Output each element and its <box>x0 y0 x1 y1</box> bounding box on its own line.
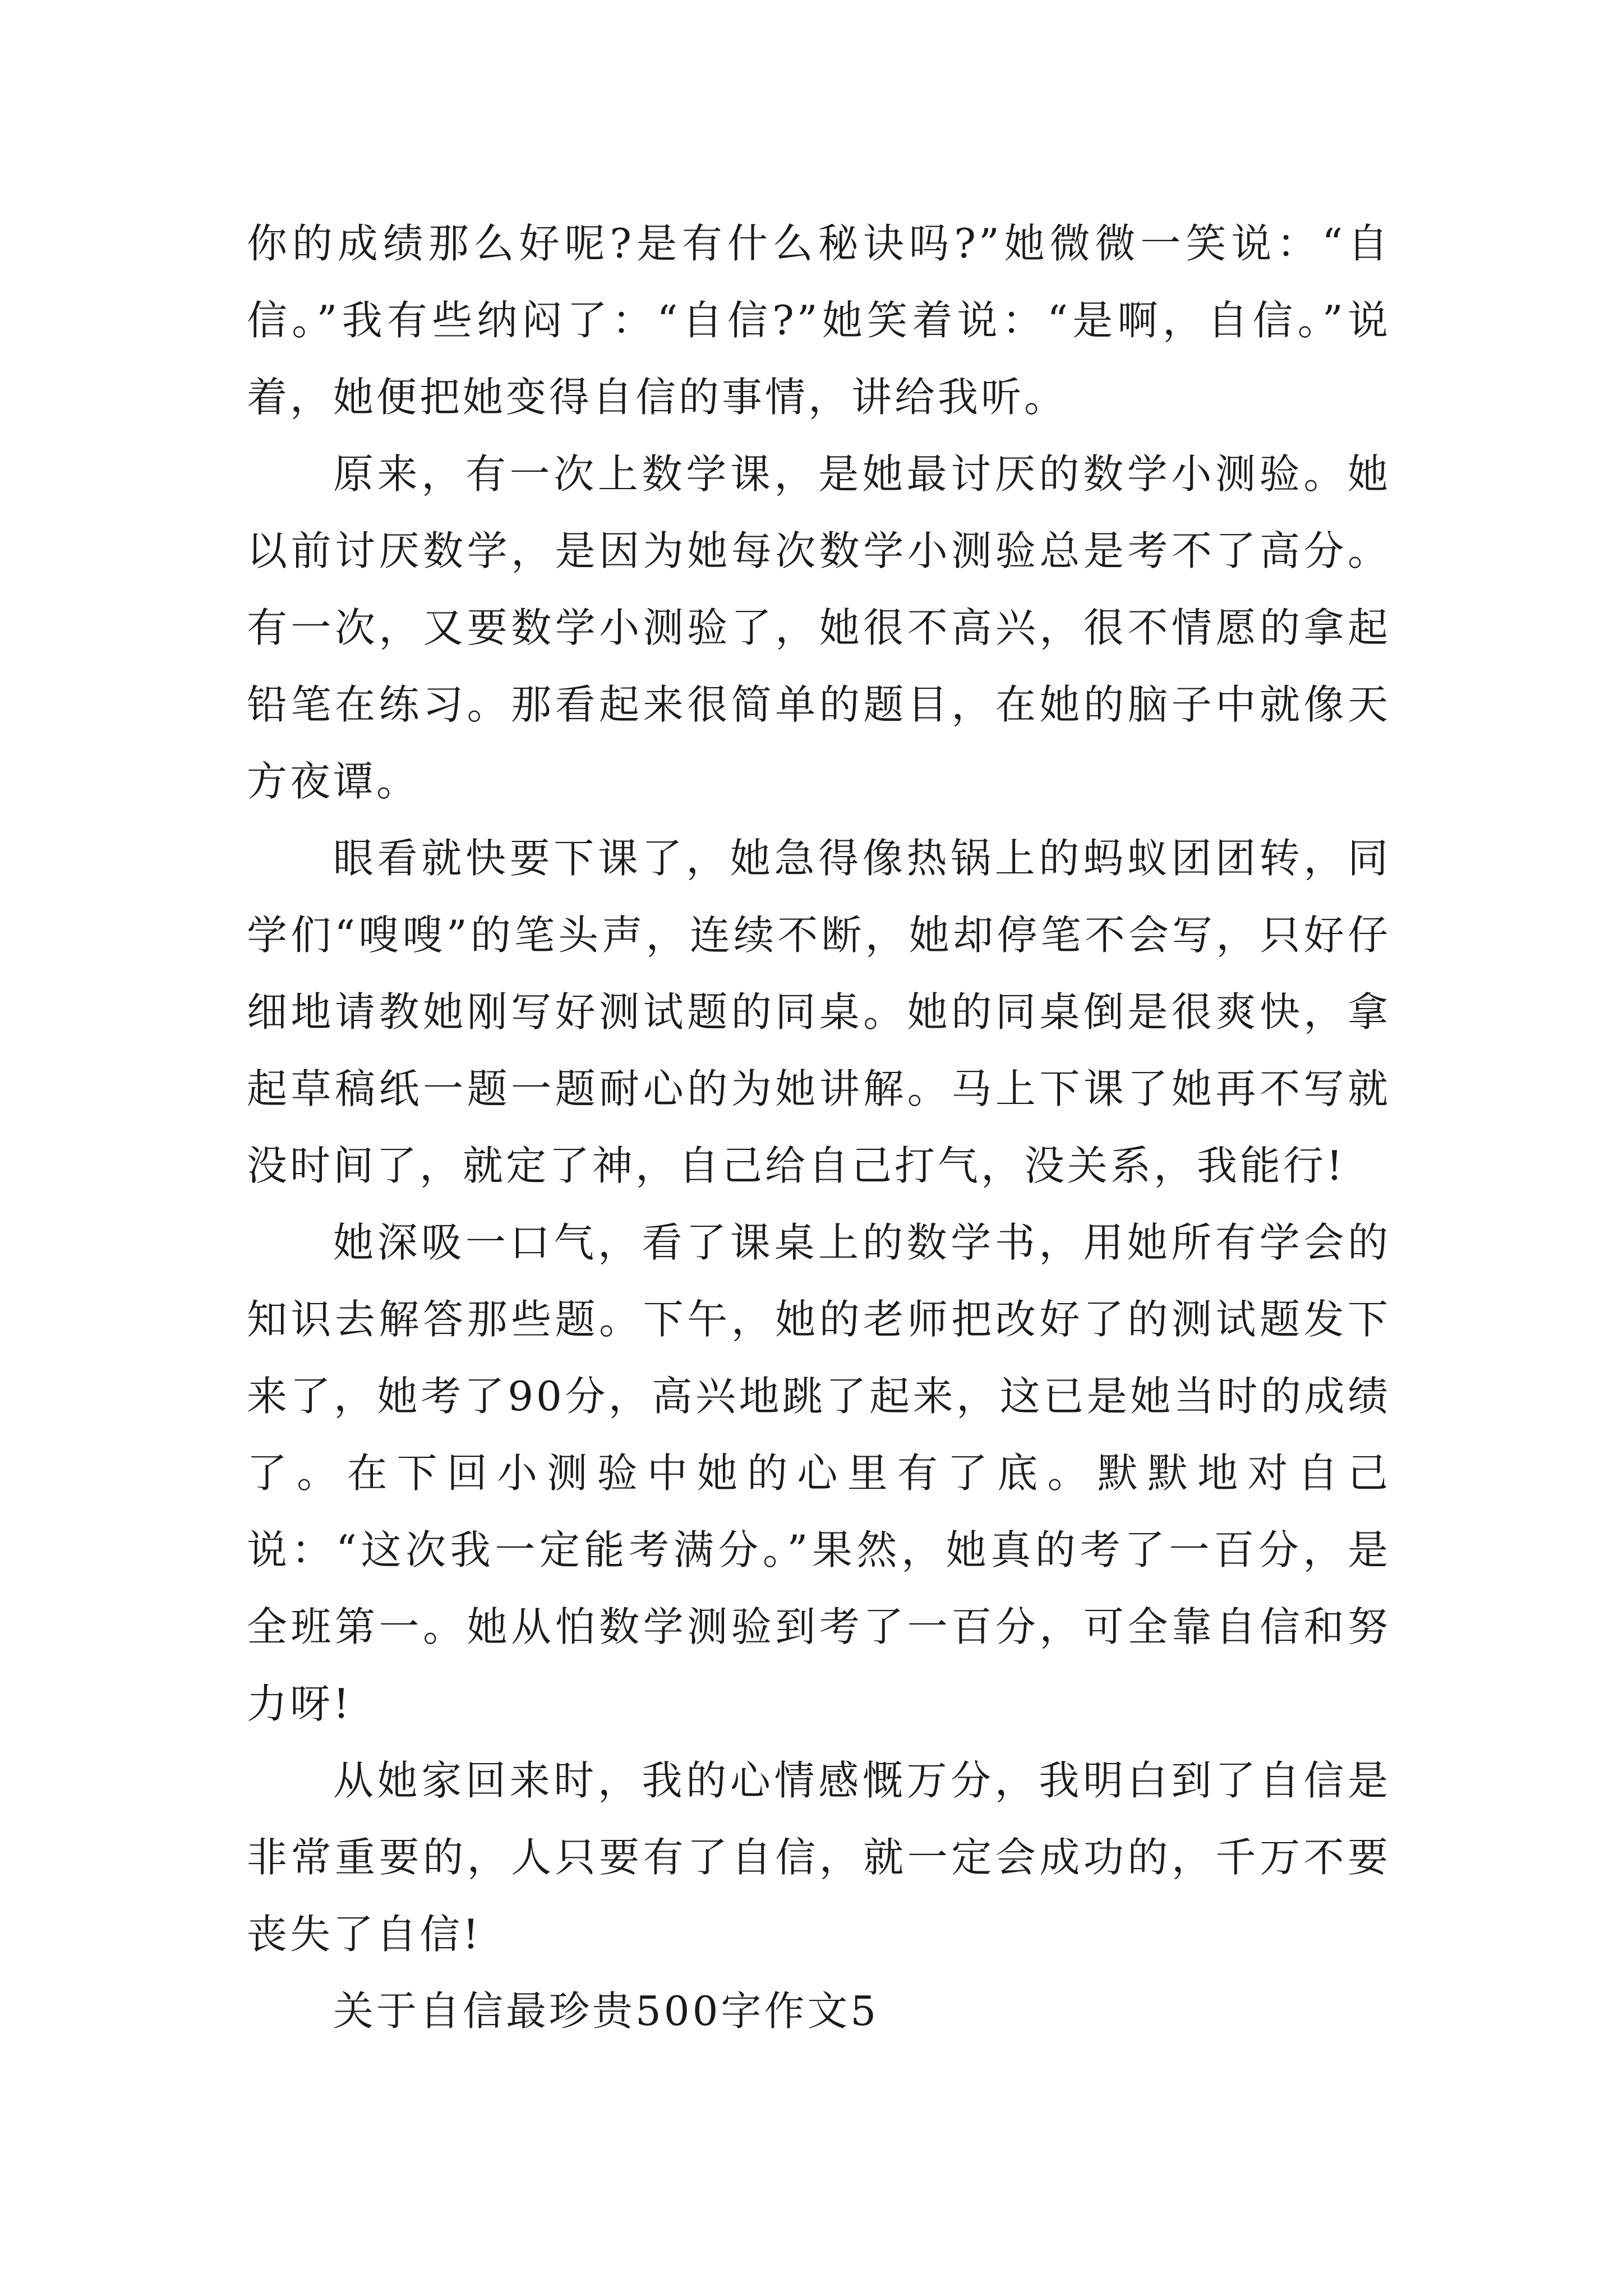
paragraph-end-of-class: 眼看就快要下课了，她急得像热锅上的蚂蚁团团转，同学们“嗖嗖”的笔头声，连续不断，她却停笔不会写，只好仔细地请教她刚写好测试题的同桌。她的同桌倒是很爽快，拿起草稿纸一题一题耐心的为她讲解。马上下课了她再不写就没时间了，就定了神，自己给自己打气，没关系，我能行! <box>247 835 1391 1189</box>
next-essay-heading: 关于自信最珍贵500字作文5 <box>333 1987 879 2035</box>
essay-body <box>247 205 1391 2050</box>
paragraph-math-quiz: 原来，有一次上数学课，是她最讨厌的数学小测验。她以前讨厌数学，是因为她每次数学小测验总是考不了高分。有一次，又要数学小测验了，她很不高兴，很不情愿的拿起铅笔在练习。那看起来很简单的题目，在她的脑子中就像天方夜谭。 <box>247 450 1391 805</box>
paragraph-conclusion: 从她家回来时，我的心情感慨万分，我明白到了自信是非常重要的，人只要有了自信，就一定会成功的，千万不要丧失了自信! <box>247 1757 1391 1958</box>
paragraph-deep-breath: 她深吸一口气，看了课桌上的数学书，用她所有学会的知识去解答那些题。下午，她的老师把改好了的测试题发下来了，她考了90分，高兴地跳了起来，这已是她当时的成绩了。在下回小测验中她的心里有了底。默默地对自己说：“这次我一定能考满分。”果然，她真的考了一百分，是全班第一。她从怕数学测验到考了一百分，可全靠自信和努力呀! <box>247 1219 1391 1727</box>
paragraph-continuation: 你的成绩那么好呢?是有什么秘诀吗?”她微微一笑说：“自信。”我有些纳闷了：“自信?”她笑着说：“是啊，自信。”说着，她便把她变得自信的事情，讲给我听。 <box>247 220 1391 421</box>
